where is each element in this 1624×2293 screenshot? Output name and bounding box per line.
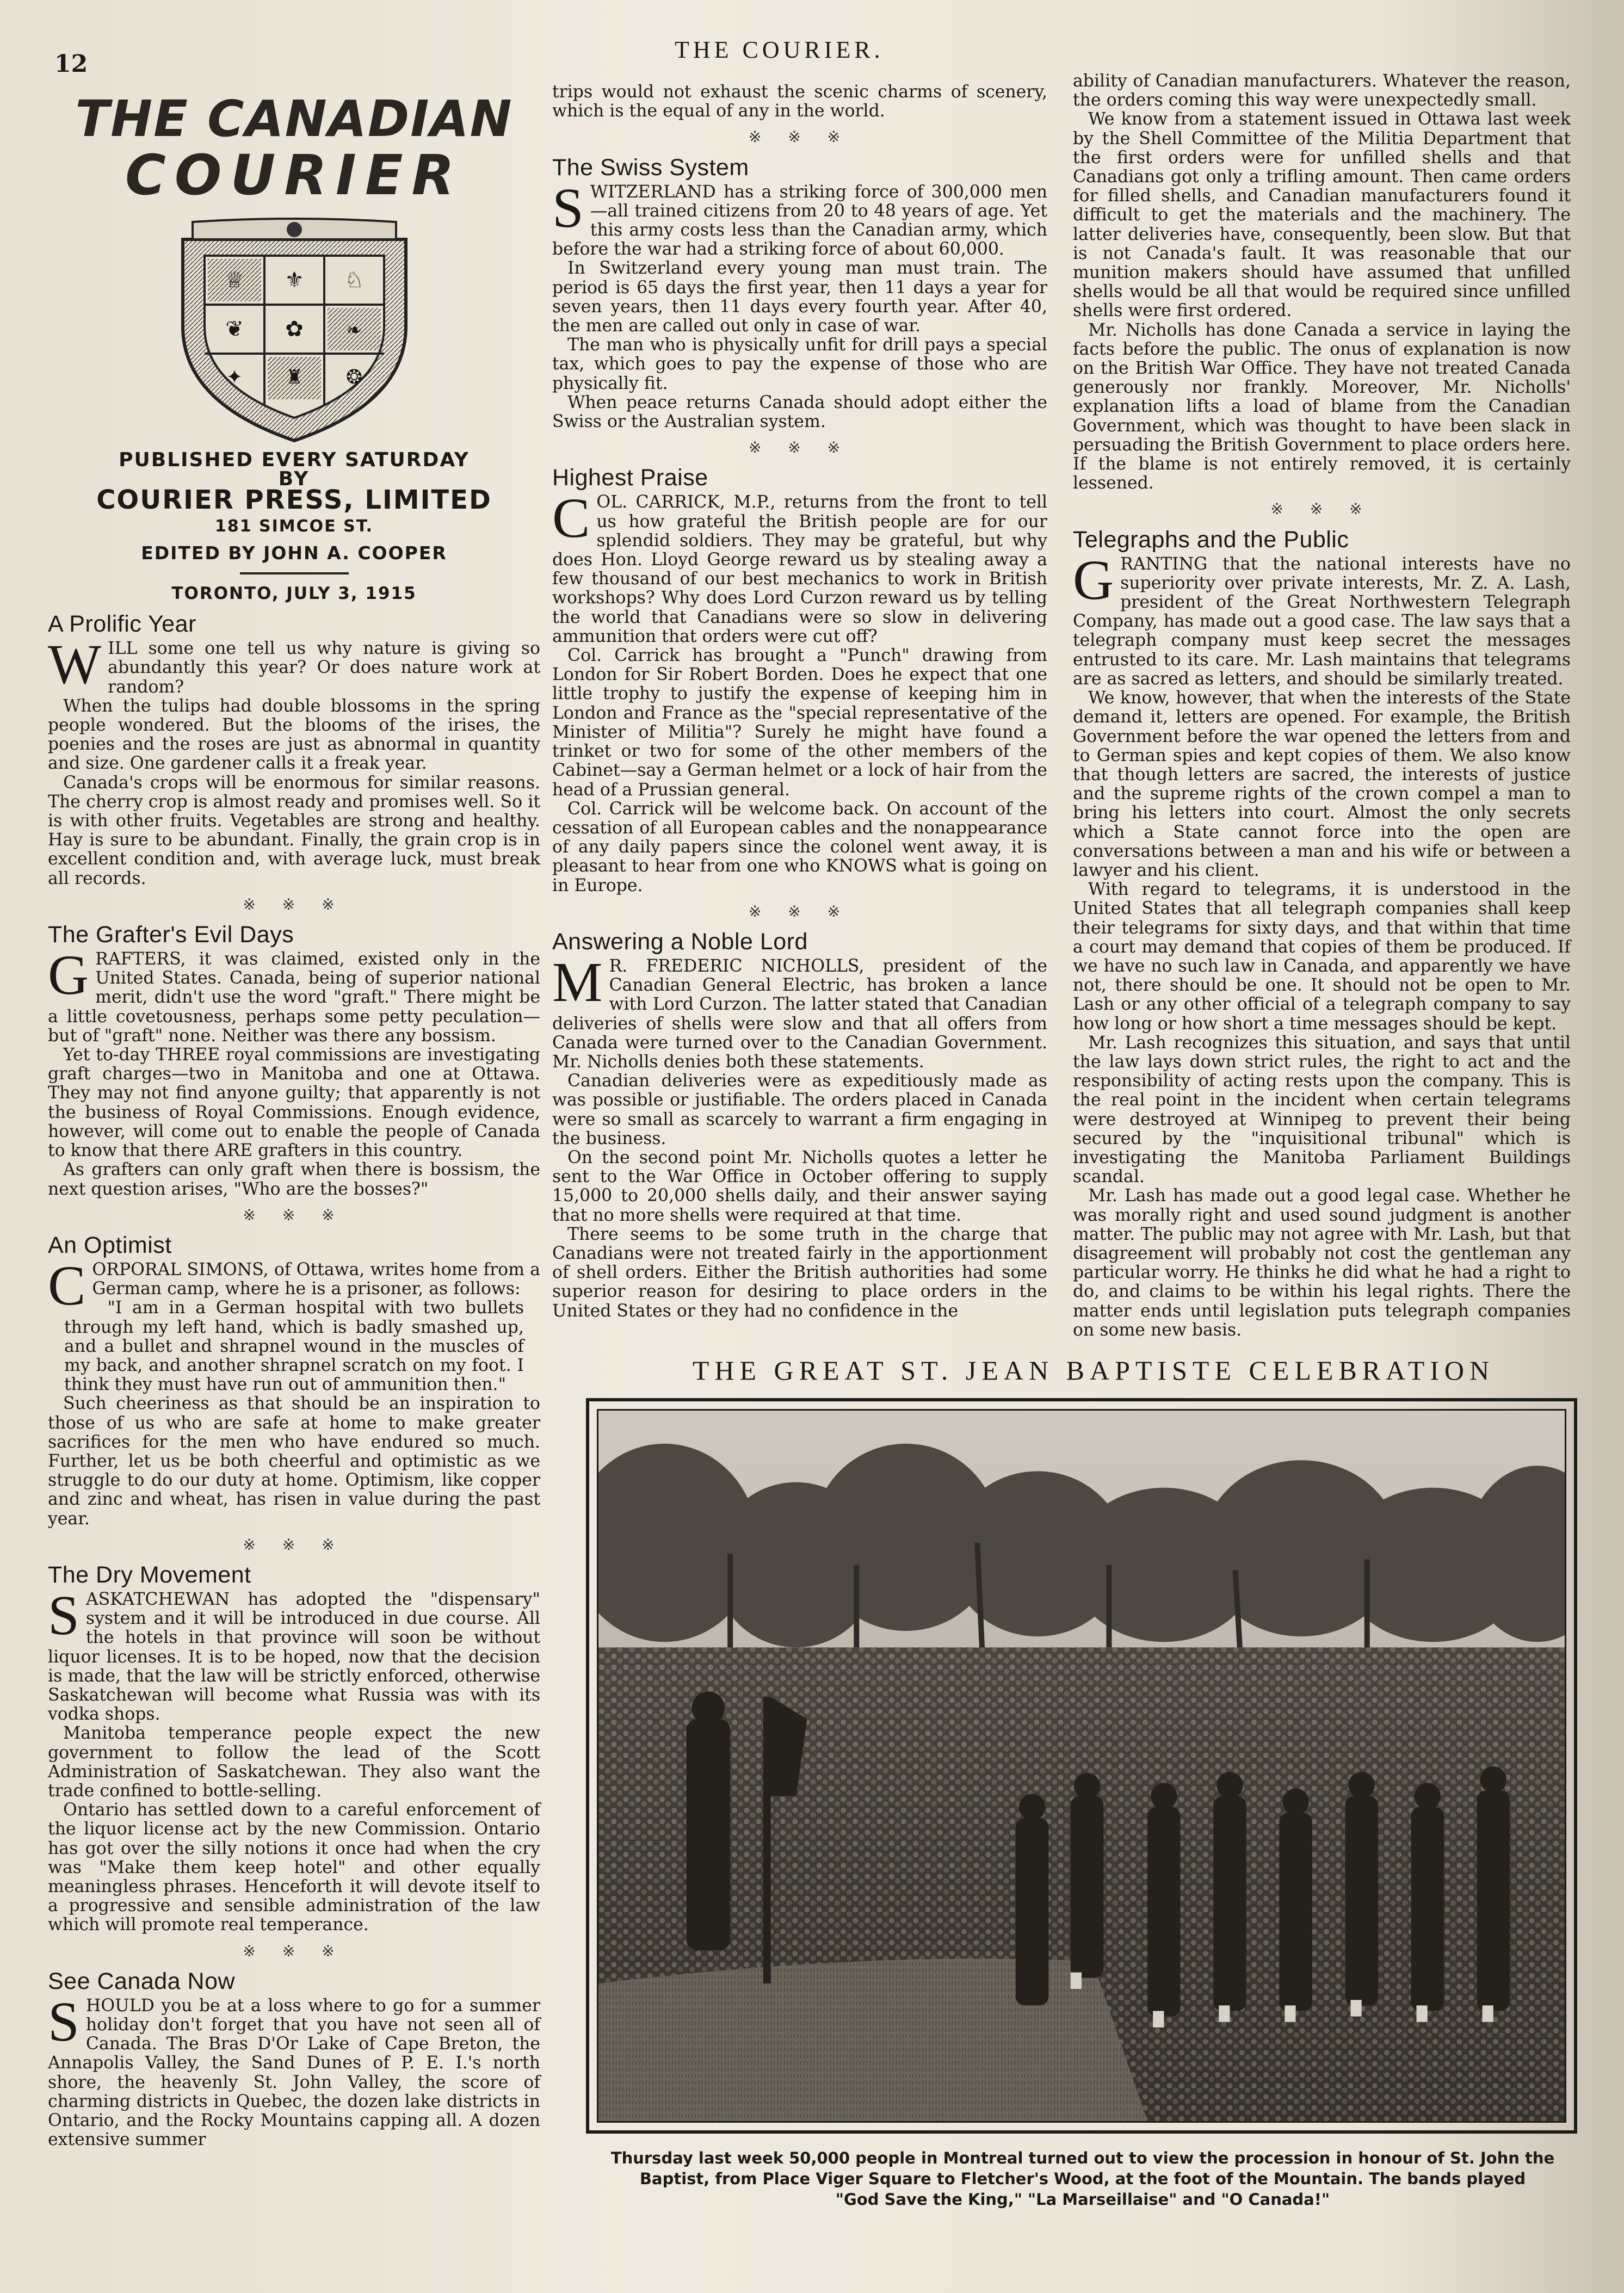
article-noble-lord	[552, 929, 1047, 1321]
svg-text:❂: ❂	[345, 366, 362, 388]
article-paragraph: ORPORAL SIMONS, of Ottawa, writes home from a German camp, where he is a prisoner, as follows:	[92, 1259, 540, 1299]
drop-cap: C	[552, 487, 590, 550]
article-heading: The Grafter's Evil Days	[48, 922, 294, 948]
svg-text:♕: ♕	[224, 268, 244, 293]
column-2	[552, 83, 1047, 1321]
masthead-editor: EDITED BY JOHN A. COOPER	[141, 542, 447, 564]
article-prolific-year	[48, 611, 540, 888]
masthead-by: BY	[278, 468, 310, 491]
article-heading: The Dry Movement	[48, 1561, 251, 1588]
masthead-publisher: COURIER PRESS, LIMITED	[96, 485, 492, 516]
page-number: 12	[54, 50, 88, 78]
drop-cap: W	[48, 633, 102, 696]
article-paragraph: When peace returns Canada should adopt either the Swiss or the Australian system.	[552, 392, 1047, 432]
article-paragraph: RAFTERS, it was claimed, existed only in the United States. Canada, being of superior national merit, didn't use the word "graft." There might be a little covetousness, perhaps some petty peculation—but of "graft" none. Neither was there any bossism.	[48, 949, 540, 1046]
article-swiss-system	[552, 154, 1047, 432]
article-paragraph: In Switzerland every young man must train. The period is 65 days the first year, then 11 days a year for seven years, then 11 days every fourth year. After 40, the men are called out only in case of war.	[552, 258, 1047, 336]
drop-cap: G	[1073, 548, 1114, 611]
masthead-rule	[240, 572, 349, 574]
caption-line: Baptist, from Place Viger Square to Fletcher's Wood, at the foot of the Mountain. The bands played	[639, 2170, 1526, 2188]
masthead-title-line1: THE CANADIAN	[75, 90, 513, 148]
article-paragraph: There seems to be some truth in the charge that Canadians were not treated fairly in the apportionment of shell orders. Either the British authorities had some superior reason for desiring to place orders in the United States or they had no confidence in the	[552, 1224, 1047, 1321]
section-separator: ※ ※ ※	[243, 1942, 345, 1960]
article-paragraph-continued: trips would not exhaust the scenic charms of scenery, which is the equal of any in the world.	[552, 82, 1047, 121]
article-paragraph: The man who is physically unfit for drill pays a special tax, which goes to pay the expense of those who are physically fit.	[552, 335, 1047, 393]
article-paragraph: Col. Carrick has brought a "Punch" drawing from London for Sir Robert Borden. Does he expect that one little trophy to justify the expense of keeping him in London and France as the "special representative of the Minister of Militia"? Surely he might have found a trinket or two for some of the other members of the Cabinet—say a German helmet or a lock of hair from the head of a Prussian general.	[552, 646, 1047, 800]
drop-cap: M	[552, 950, 603, 1013]
article-grafters	[48, 922, 540, 1199]
article-paragraph: Mr. Lash has made out a good legal case. Whether he was morally right and used sound judgment is another matter. The public may not agree with Mr. Lash, but that disagreement will probably not cost the gentleman any particular worry. He thinks he did what he had a right to do, and claims to be within his legal rights. There the matter ends until legislation puts telegraph companies on some new basis.	[1073, 1186, 1571, 1340]
section-separator: ※ ※ ※	[1270, 500, 1373, 518]
photo-frame	[586, 1398, 1577, 2134]
masthead-published: PUBLISHED EVERY SATURDAY	[119, 449, 470, 471]
svg-text:❧: ❧	[346, 319, 362, 341]
article-paragraph: HOULD you be at a loss where to go for a summer holiday don't forget that you have not seen all of Canada. The Bras D'Or Lake of Cape Breton, the Annapolis Valley, the Sand Dunes of P. E. I.'s north shore, the heavenly St. John Valley, the score of charming districts in Quebec, the dozen lake districts in Ontario, and the Rocky Mountains capping all. A dozen extensive summer	[48, 1995, 540, 2150]
article-see-canada	[48, 1968, 540, 2150]
article-heading: A Prolific Year	[48, 611, 196, 638]
article-paragraph: R. FREDERIC NICHOLLS, president of the Canadian General Electric, has broken a lance with Lord Curzon. The latter stated that Canadian deliveries of shells were slow and that all offers from Canada were turned over to the Canadian Government. Mr. Nicholls denies both these statements.	[552, 956, 1047, 1072]
article-paragraph: Canadian deliveries were as expeditiously made as was possible or justifiable. The orders placed in Canada were so small as scarcely to warrant a firm engaging in the business.	[552, 1071, 1047, 1148]
article-paragraph: We know from a statement issued in Ottawa last week by the Shell Committee of the Militia Department that the first orders were for unfilled shells and that Canadians got only a trifling amount. Then came orders for filled shells, and Canadian manufacturers found it difficult to get the materials and the machinery. The latter deliveries have, consequently, been slow. But that is not Canada's fault. It was reasonable that our munition makers should have assumed that unfilled shells would be all that would be required since unfilled shells were first ordered.	[1073, 109, 1571, 321]
column-1	[48, 92, 540, 2149]
article-heading: An Optimist	[48, 1232, 172, 1258]
column-3	[1073, 72, 1571, 1340]
article-optimist	[48, 1232, 540, 1529]
photo-caption	[588, 2148, 1578, 2210]
article-paragraph: RANTING that the national interests have no superiority over private interests, Mr. Z. A. Lash, president of the Great Northwestern Telegraph Company, has made out a good case. The law says that a telegraph company must keep secret the messages entrusted to its care. Mr. Lash maintains that telegrams are as sacred as letters, and should be similarly treated.	[1073, 554, 1571, 689]
article-paragraph: Yet to-day THREE royal commissions are investigating graft charges—two in Manitoba and one at Ottawa. They may not find anyone guilty; that apparently is not the business of Royal Commissions. Enough evidence, however, will come out to enable the people of Canada to know that there ARE grafters in this country.	[48, 1045, 540, 1161]
article-paragraph: Ontario has settled down to a careful enforcement of the liquor license act by the new Commission. Ontario has got over the silly notions it once had when the cry was "Make them keep hotel" and other equally meaningless phrases. Henceforth it will devote itself to a progressive and sensible administration of the law which will promote real temperance.	[48, 1800, 540, 1935]
masthead-title-line2: COURIER	[125, 143, 464, 208]
article-dry-movement	[48, 1562, 540, 1935]
section-separator: ※ ※ ※	[748, 438, 851, 457]
celebration-photo	[597, 1409, 1566, 2123]
section-separator: ※ ※ ※	[748, 902, 851, 920]
article-highest-praise	[552, 465, 1047, 895]
article-paragraph: WITZERLAND has a striking force of 300,000 men—all trained citizens from 20 to 48 years of age. Yet this army costs less than the Canadian army, which before the war had a striking force of about 60,000.	[552, 182, 1047, 259]
drop-cap: S	[552, 176, 584, 239]
drop-cap: S	[48, 1584, 79, 1647]
caption-line: "God Save the King," "La Marseillaise" and "O Canada!"	[835, 2190, 1330, 2209]
article-heading: Highest Praise	[552, 465, 708, 491]
svg-text:✿: ✿	[285, 317, 304, 342]
section-separator: ※ ※ ※	[243, 1535, 345, 1554]
article-paragraph-continued: ability of Canadian manufacturers. Whatever the reason, the orders coming this way were unexpectedly small.	[1073, 71, 1571, 110]
section-separator: ※ ※ ※	[748, 128, 851, 146]
article-paragraph: We know, however, that when the interests of the State demand it, letters are opened. For example, the British Government before the war opened the letters from and to German spies and kept copies of them. We also know that though letters are sacred, the interests of justice and the supreme rights of the crown compel a man to bring his letters into court. Almost the only secrets which a State cannot force into the open are conversations between a man and his wife or between a lawyer and his client.	[1073, 688, 1571, 880]
masthead-dateline: TORONTO, JULY 3, 1915	[171, 584, 417, 604]
drop-cap: C	[48, 1254, 86, 1317]
article-paragraph: With regard to telegrams, it is understood in the United States that all telegraph companies shall keep their telegrams for sixty days, and that within that time a court may demand that copies of them be produced. If we have no such law in Canada, and apparently we have not, there should be one. It should not be open to Mr. Lash or any other official of a telegraph company to say how long or how short a time messages should be kept.	[1073, 880, 1571, 1034]
svg-text:♘: ♘	[344, 268, 364, 293]
drop-cap: G	[48, 944, 89, 1007]
svg-text:❦: ❦	[225, 317, 244, 342]
masthead	[48, 92, 540, 603]
svg-text:⚜: ⚜	[284, 268, 304, 293]
svg-text:✦: ✦	[226, 366, 243, 388]
drop-cap: S	[48, 1990, 79, 2053]
caption-line: Thursday last week 50,000 people in Montreal turned out to view the procession in honour of St. John the	[610, 2149, 1555, 2167]
article-heading: The Swiss System	[552, 154, 749, 181]
article-paragraph: As grafters can only graft when there is bossism, the next question arises, "Who are the bosses?"	[48, 1160, 540, 1199]
section-separator: ※ ※ ※	[243, 895, 345, 913]
svg-text:♜: ♜	[285, 366, 303, 388]
article-paragraph: ASKATCHEWAN has adopted the "dispensary" system and it will be introduced in due course. All the hotels in that province will soon be without liquor licenses. It is to be hoped, now that the decision is made, that the law will be strictly enforced, otherwise Saskatchewan will become what Russia was with its vodka shops.	[48, 1589, 540, 1725]
photo-section-title: THE GREAT ST. JEAN BAPTISTE CELEBRATION	[692, 1355, 1495, 1386]
masthead-address: 181 SIMCOE ST.	[214, 516, 374, 536]
article-paragraph: OL. CARRICK, M.P., returns from the front to tell us how grateful the British people are for our splendid soldiers. They may be grateful, but why does Hon. Lloyd George reward us by stealing away a few thousand of our best mechanics to work in British workshops? Why does Lord Curzon reward us by telling the world that Canadians were so slow in delivering ammunition that orders were cut off?	[552, 492, 1047, 646]
article-telegraphs	[1073, 527, 1571, 1340]
article-paragraph: When the tulips had double blossoms in the spring people wondered. But the blooms of the irises, the poenies and the roses are just as abnormal in quantity and size. One gardener calls it a freak year.	[48, 696, 540, 774]
article-heading: Telegraphs and the Public	[1073, 526, 1349, 553]
running-title: THE COURIER.	[675, 36, 884, 63]
article-paragraph: Mr. Lash recognizes this situation, and says that until the law lays down strict rules, the right to act and the responsibility of acting rests upon the company. This is the real point in the incident when certain telegrams were destroyed at Winnipeg to prevent their being secured by the "inquisitional tribunal" which is investigating the Manitoba Parliament Buildings scandal.	[1073, 1033, 1571, 1187]
article-paragraph: Mr. Nicholls has done Canada a service in laying the facts before the public. The onus of explanation is now on the British War Office. They have not treated Canada generously nor frankly. Moreover, Mr. Nicholls' explanation lifts a load of blame from the Canadian Government, which was thought to have been slack in persuading the British Government to place orders here. If the blame is not entirely removed, it is certainly lessened.	[1073, 320, 1571, 493]
article-paragraph: ILL some one tell us why nature is giving so abundantly this year? Or does nature work at random?	[108, 639, 540, 697]
article-heading: See Canada Now	[48, 1968, 236, 1994]
article-paragraph: Canada's crops will be enormous for similar reasons. The cherry crop is almost ready and promises well. So it is with other fruits. Vegetables are strong and healthy. Hay is sure to be abundant. Finally, the grain crop is in excellent condition and, with average luck, must break all records.	[48, 772, 540, 888]
article-paragraph: On the second point Mr. Nicholls quotes a letter he sent to the War Office in October offering to supply 15,000 to 20,000 shells daily, and their answer saying that no more shells were required at that time.	[552, 1147, 1047, 1225]
article-paragraph: Manitoba temperance people expect the new government to follow the lead of the Scott Administration of Saskatchewan. They also want the trade confined to bottle-selling.	[48, 1723, 540, 1801]
article-quote: "I am in a German hospital with two bullets through my left hand, which is badly smashed up, and a bullet and shrapnel wound in the muscles of my back, and another shrapnel scratch on my foot. I think they must have run out of ammunition then."	[64, 1298, 524, 1395]
article-heading: Answering a Noble Lord	[552, 928, 808, 955]
coat-of-arms-icon	[172, 218, 417, 446]
article-paragraph: Col. Carrick will be welcome back. On account of the cessation of all European cables and the nonappearance of any daily papers since the colonel went away, it is pleasant to hear from one who KNOWS what is going on in Europe.	[552, 799, 1047, 895]
section-separator: ※ ※ ※	[243, 1206, 345, 1224]
article-paragraph: Such cheeriness as that should be an inspiration to those of us who are safe at home to make greater sacrifices for the men who have endured so much. Further, let us be both cheerful and optimistic as we struggle to do our duty at home. Optimism, like copper and zinc and wheat, has risen in value during the past year.	[48, 1394, 540, 1529]
